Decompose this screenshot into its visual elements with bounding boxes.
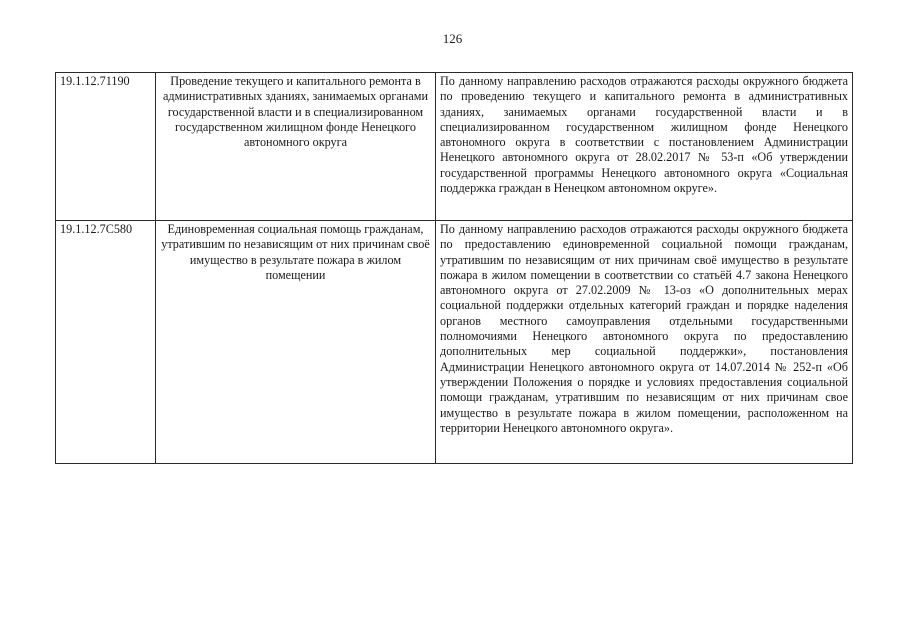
row-description: По данному направлению расходов отражаются расходы окружного бюджета по проведению текущего и капитального ремонта в административных зданиях, занимаемых органами государственной власти и в специализированном государственном жилищном фонде Ненецкого автономного округа в соответствии с постановлением Администрации Ненецкого автономного округа от 28.02.2017 № 53-п «Об утверждении государственной программы Ненецкого автономного округа «Социальная поддержка граждан в Ненецком автономном округе». — [436, 73, 853, 221]
page-number: 126 — [442, 31, 463, 46]
row-name: Единовременная социальная помощь гражданам, утратившим по независящим от них причинам своё имущество в результате пожара в жилом помещении — [156, 221, 436, 464]
table-row — [56, 73, 853, 221]
row-description: По данному направлению расходов отражаются расходы окружного бюджета по предоставлению единовременной социальной помощи гражданам, утратившим по независящим от них причинам своё имущество в результате пожара в жилом помещении в соответствии со статьёй 4.7 закона Ненецкого автономного округа от 27.02.2009 № 13-оз «О дополнительных мерах социальной поддержки отдельных категорий граждан и порядке наделения органов местного самоуправления отдельными государственными полномочиями Ненецкого автономного округа по предоставлению дополнительных мер социальной поддержки», постановления Администрации Ненецкого автономного округа от 14.07.2014 № 252-п «Об утверждении Положения о порядке и условиях предоставления социальной помощи гражданам, утратившим по независящим от них причинам свое имущество в результате пожара в жилом помещении, расположенном на территории Ненецкого автономного округа». — [436, 221, 853, 464]
table-row — [56, 221, 853, 464]
row-code: 19.1.12.71190 — [56, 73, 156, 221]
row-code: 19.1.12.7С580 — [56, 221, 156, 464]
budget-classification-table — [55, 72, 853, 464]
row-name: Проведение текущего и капитального ремонта в административных зданиях, занимаемых органами государственной власти и в специализированном государственном жилищном фонде Ненецкого автономного округа — [156, 73, 436, 221]
